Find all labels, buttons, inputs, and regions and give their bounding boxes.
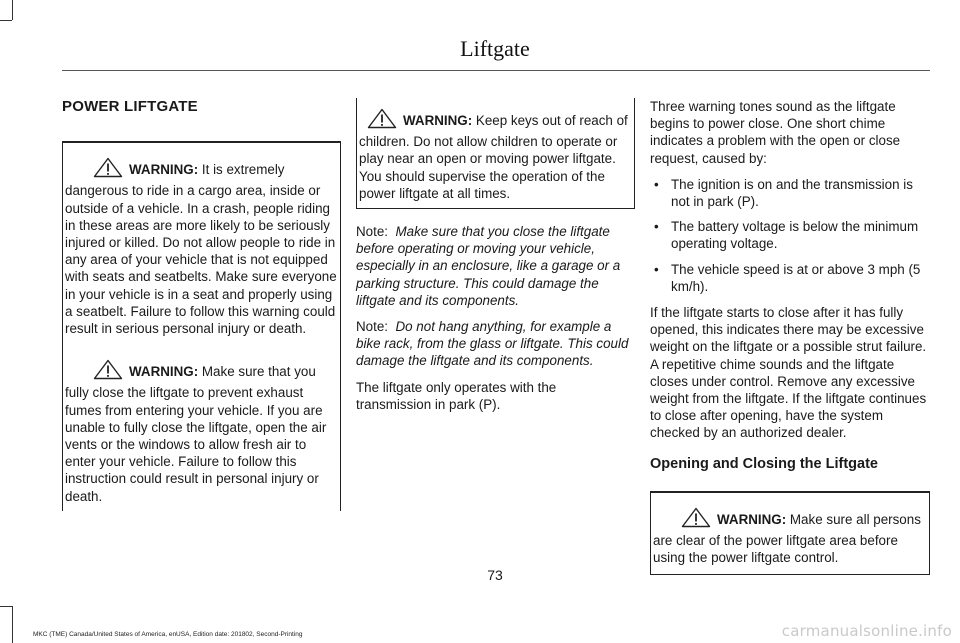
watermark: carmanualsonline.info xyxy=(781,622,952,640)
column-1 xyxy=(62,98,341,511)
warning-text: Make sure all persons are clear of the power liftgate area before using the power liftgate control. xyxy=(653,511,921,566)
warning-box-exhaust xyxy=(62,343,341,511)
crop-mark-top-left-v xyxy=(12,0,13,20)
warning-box-keys xyxy=(356,98,635,209)
warning-label: WARNING: xyxy=(129,364,199,380)
warning-box-persons-clear xyxy=(650,491,930,576)
warning-triangle-icon xyxy=(367,108,397,133)
warning-label: WARNING: xyxy=(129,162,199,178)
list-item: • The vehicle speed is at or above 3 mph (5 km/h). xyxy=(650,261,930,295)
warning-triangle-icon xyxy=(93,157,123,182)
page-header-title: Liftgate xyxy=(460,36,530,61)
note-hang-anything: Note: Do not hang anything, for example a bike rack, from the glass or liftgate. This could damage the liftgate and its components. xyxy=(356,319,629,369)
footer-edition: MKC (TME) Canada/United States of America, enUSA, Edition date: 201802, Second-Printing xyxy=(33,631,303,638)
page-number: 73 xyxy=(487,567,503,583)
header-rule xyxy=(62,70,930,71)
warning-label: WARNING: xyxy=(717,511,787,527)
crop-mark-top-left-h xyxy=(0,20,12,21)
note-close-liftgate: Note: Make sure that you close the liftgate before operating or moving your vehicle, especially in an enclosure, like a garage or a parking structure. This could damage the liftgate and its components. xyxy=(356,224,621,308)
warning-text: Keep keys out of reach of children. Do not allow children to operate or play near an open or moving power liftgate. You should supervise the operation of the power liftgate at all times. xyxy=(359,113,628,201)
paragraph-excessive-weight: If the liftgate starts to close after it has fully opened, this indicates there may be excessive weight on the liftgate or a possible strut failure. A repetitive chime sounds and the liftgate closes under control. Remove any excessive weight from the liftgate. If the liftgate continues to close after opening, have the system checked by an authorized dealer. xyxy=(650,305,927,441)
crop-mark-bottom-left-h xyxy=(0,606,12,607)
paragraph-park: The liftgate only operates with the transmission in park (P). xyxy=(356,379,557,412)
subsection-title: Opening and Closing the Liftgate xyxy=(650,455,878,472)
column-2 xyxy=(356,98,635,422)
warning-label: WARNING: xyxy=(403,113,473,128)
bullet-list xyxy=(650,176,930,295)
list-item: • The battery voltage is below the minimum operating voltage. xyxy=(650,218,930,252)
paragraph-tones: Three warning tones sound as the liftgate begins to power close. One short chime indicates a problem with the open or close request, caused by: xyxy=(650,99,901,166)
warning-triangle-icon xyxy=(93,359,123,384)
warning-triangle-icon xyxy=(681,507,711,532)
warning-box-cargo xyxy=(62,141,341,343)
warning-text: It is extremely dangerous to ride in a cargo area, inside or outside of a vehicle. In a crash, people riding in these areas are more likely to be seriously injured or killed. Do not allow people to ride in any area of your vehicle that is not equipped with seats and seatbelts. Make sure everyone in your vehicle is in a seat and properly using a seatbelt. Failure to follow this warning could result in serious personal injury or death. xyxy=(65,162,337,337)
list-item: • The ignition is on and the transmission is not in park (P). xyxy=(650,176,930,210)
crop-mark-bottom-left-v xyxy=(12,606,13,643)
section-title: POWER LIFTGATE xyxy=(62,98,198,115)
column-3 xyxy=(650,98,930,575)
warning-text: Make sure that you fully close the liftgate to prevent exhaust fumes from entering your vehicle. If you are unable to fully close the liftgate, open the air vents or the windows to allow fresh air to enter your vehicle. Failure to follow this instruction could result in personal injury or death. xyxy=(65,364,327,504)
